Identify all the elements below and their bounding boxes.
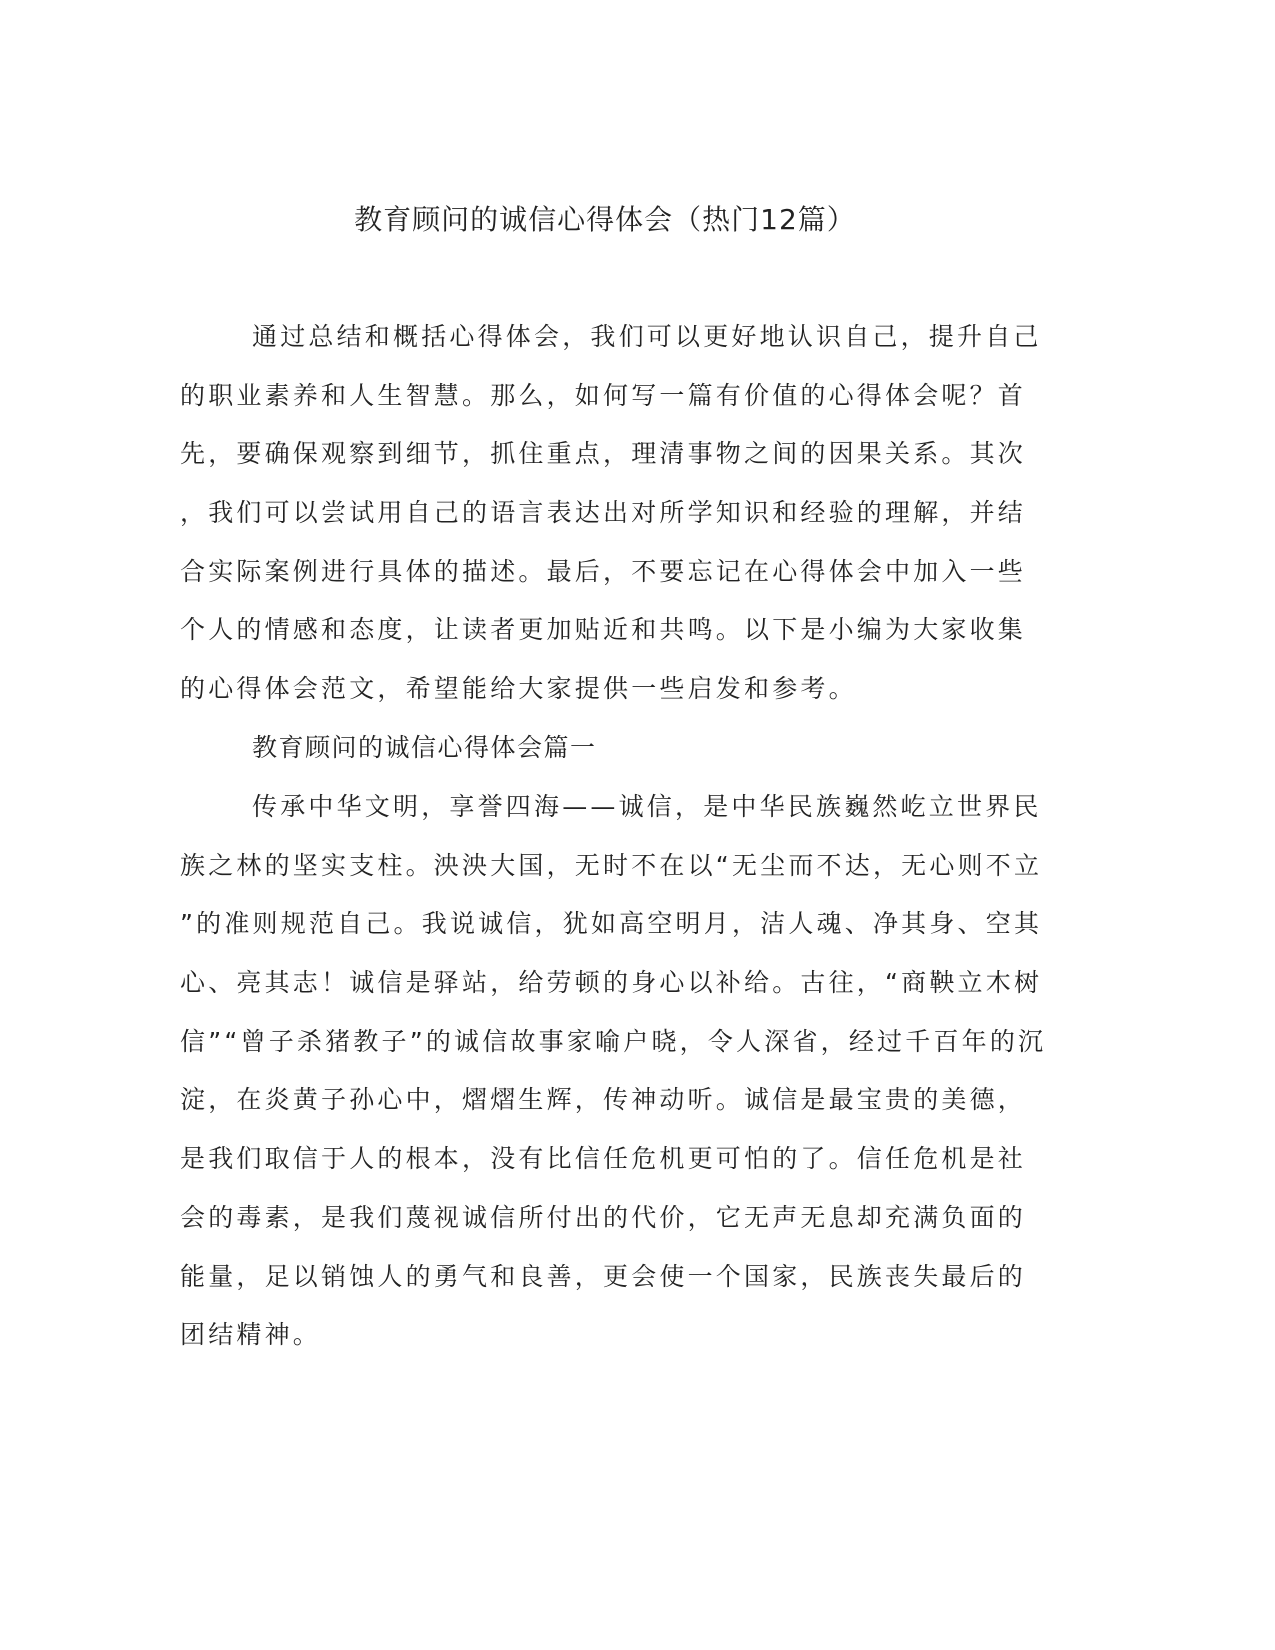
intro-line-7: 的心得体会范文，希望能给大家提供一些启发和参考。 — [180, 674, 857, 703]
intro-line-4: ，我们可以尝试用自己的语言表达出对所学知识和经验的理解，并结 — [180, 498, 1027, 527]
body-line-4: 心、亮其志！诚信是驿站，给劳顿的身心以补给。古往，“商鞅立木树 — [180, 968, 1043, 997]
body-line-2: 族之林的坚实支柱。泱泱大国，无时不在以“无尘而不达，无心则不立 — [180, 851, 1043, 880]
section-heading: 教育顾问的诚信心得体会篇一 — [252, 733, 597, 762]
intro-line-1: 通过总结和概括心得体会，我们可以更好地认识自己，提升自己 — [252, 322, 1042, 351]
body-line-7: 是我们取信于人的根本，没有比信任危机更可怕的了。信任危机是社 — [180, 1144, 1027, 1173]
intro-line-3: 先，要确保观察到细节，抓住重点，理清事物之间的因果关系。其次 — [180, 439, 1027, 468]
intro-line-6: 个人的情感和态度，让读者更加贴近和共鸣。以下是小编为大家收集 — [180, 615, 1027, 644]
body-line-3: ”的准则规范自己。我说诚信，犹如高空明月，洁人魂、净其身、空其 — [180, 909, 1043, 938]
intro-line-2: 的职业素养和人生智慧。那么，如何写一篇有价值的心得体会呢？首 — [180, 381, 1027, 410]
intro-line-5: 合实际案例进行具体的描述。最后，不要忘记在心得体会中加入一些 — [180, 557, 1027, 586]
body-line-10: 团结精神。 — [180, 1320, 322, 1349]
body-line-5: 信”“曾子杀猪教子”的诚信故事家喻户晓，令人深省，经过千百年的沉 — [180, 1027, 1047, 1056]
document-title: 教育顾问的诚信心得体会（热门12篇） — [354, 203, 856, 236]
body-line-1: 传承中华文明，享誉四海——诚信，是中华民族巍然屹立世界民 — [252, 792, 1042, 821]
body-line-8: 会的毒素，是我们蔑视诚信所付出的代价，它无声无息却充满负面的 — [180, 1203, 1027, 1232]
body-line-6: 淀，在炎黄子孙心中，熠熠生辉，传神动听。诚信是最宝贵的美德， — [180, 1085, 1027, 1114]
body-line-9: 能量，足以销蚀人的勇气和良善，更会使一个国家，民族丧失最后的 — [180, 1262, 1027, 1291]
